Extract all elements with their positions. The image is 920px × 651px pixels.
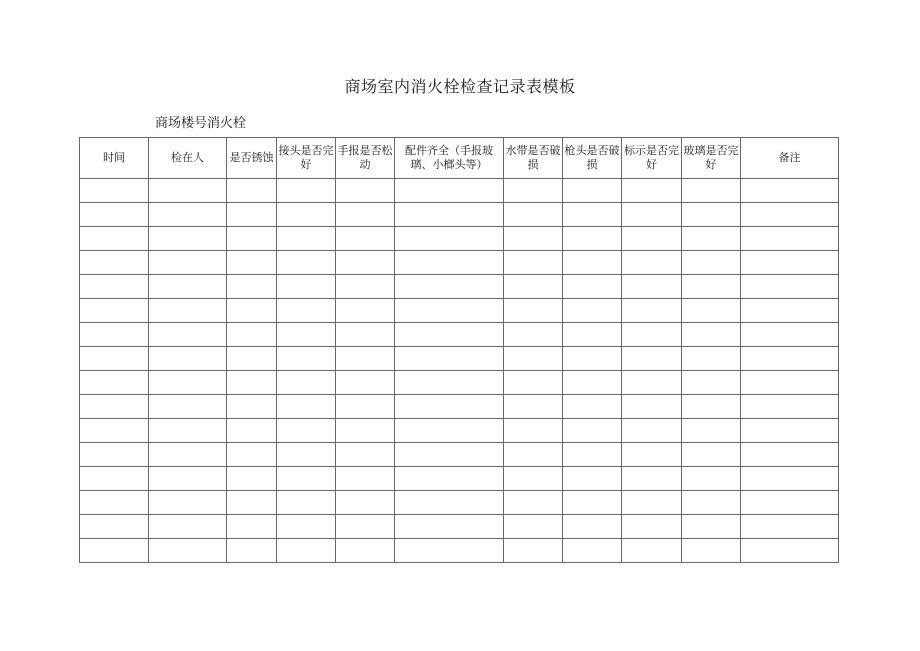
table-cell[interactable] (563, 491, 622, 515)
table-cell[interactable] (504, 515, 563, 539)
table-cell[interactable] (622, 443, 682, 467)
table-cell[interactable] (80, 179, 149, 203)
table-cell[interactable] (149, 275, 227, 299)
table-cell[interactable] (622, 275, 682, 299)
table-cell[interactable] (622, 347, 682, 371)
table-cell[interactable] (227, 395, 277, 419)
table-cell[interactable] (227, 179, 277, 203)
header-accessories-complete: 配件齐全（手报玻璃、小榔头等） (395, 138, 504, 179)
table-cell[interactable] (741, 299, 839, 323)
table-cell[interactable] (227, 515, 277, 539)
table-cell[interactable] (336, 539, 395, 563)
table-cell[interactable] (336, 419, 395, 443)
table-cell[interactable] (395, 227, 504, 251)
table-cell[interactable] (622, 323, 682, 347)
table-cell[interactable] (563, 203, 622, 227)
table-cell[interactable] (277, 419, 336, 443)
table-cell[interactable] (277, 203, 336, 227)
header-connector-intact: 接头是否完好 (277, 138, 336, 179)
table-cell[interactable] (277, 323, 336, 347)
table-cell[interactable] (149, 251, 227, 275)
table-cell[interactable] (80, 467, 149, 491)
table-cell[interactable] (149, 371, 227, 395)
table-row (80, 419, 839, 443)
table-cell[interactable] (563, 179, 622, 203)
table-cell[interactable] (682, 323, 741, 347)
table-cell[interactable] (277, 395, 336, 419)
table-row (80, 395, 839, 419)
table-cell[interactable] (80, 491, 149, 515)
table-cell[interactable] (563, 347, 622, 371)
table-cell[interactable] (336, 203, 395, 227)
table-cell[interactable] (504, 491, 563, 515)
table-cell[interactable] (80, 539, 149, 563)
table-cell[interactable] (227, 323, 277, 347)
table-cell[interactable] (149, 203, 227, 227)
header-row (80, 138, 839, 179)
table-cell[interactable] (741, 251, 839, 275)
table-cell[interactable] (149, 347, 227, 371)
table-cell[interactable] (277, 467, 336, 491)
table-cell[interactable] (563, 539, 622, 563)
table-cell[interactable] (277, 371, 336, 395)
table-cell[interactable] (336, 491, 395, 515)
table-cell[interactable] (504, 467, 563, 491)
table-cell[interactable] (741, 419, 839, 443)
table-cell[interactable] (682, 395, 741, 419)
table-cell[interactable] (336, 227, 395, 251)
table-cell[interactable] (682, 203, 741, 227)
table-cell[interactable] (741, 227, 839, 251)
table-cell[interactable] (563, 443, 622, 467)
table-row (80, 323, 839, 347)
table-cell[interactable] (80, 515, 149, 539)
table-row (80, 179, 839, 203)
table-cell[interactable] (682, 443, 741, 467)
table-cell[interactable] (395, 323, 504, 347)
table-cell[interactable] (277, 515, 336, 539)
table-cell[interactable] (563, 299, 622, 323)
table-row (80, 227, 839, 251)
table-cell[interactable] (741, 491, 839, 515)
table-cell[interactable] (227, 203, 277, 227)
table-cell[interactable] (395, 419, 504, 443)
table-cell[interactable] (622, 467, 682, 491)
table-cell[interactable] (336, 515, 395, 539)
table-cell[interactable] (682, 347, 741, 371)
table-cell[interactable] (395, 251, 504, 275)
table-cell[interactable] (336, 467, 395, 491)
table-cell[interactable] (336, 323, 395, 347)
table-cell[interactable] (277, 179, 336, 203)
table-cell[interactable] (504, 275, 563, 299)
table-cell[interactable] (227, 299, 277, 323)
table-cell[interactable] (682, 491, 741, 515)
table-cell[interactable] (336, 179, 395, 203)
table-cell[interactable] (563, 395, 622, 419)
table-row (80, 203, 839, 227)
header-hose-damaged: 水带是否破损 (504, 138, 563, 179)
table-cell[interactable] (227, 347, 277, 371)
table-cell[interactable] (336, 275, 395, 299)
table-cell[interactable] (277, 491, 336, 515)
table-cell[interactable] (149, 539, 227, 563)
table-cell[interactable] (277, 275, 336, 299)
table-cell[interactable] (741, 371, 839, 395)
table-cell[interactable] (80, 323, 149, 347)
document-title: 商场室内消火栓检查记录表模板 (344, 77, 576, 96)
table-row (80, 299, 839, 323)
table-cell[interactable] (227, 227, 277, 251)
table-cell[interactable] (80, 227, 149, 251)
table-cell[interactable] (336, 347, 395, 371)
table-cell[interactable] (395, 371, 504, 395)
record-body (80, 179, 839, 563)
table-cell[interactable] (80, 251, 149, 275)
table-cell[interactable] (395, 467, 504, 491)
table-cell[interactable] (504, 299, 563, 323)
table-cell[interactable] (395, 203, 504, 227)
table-cell[interactable] (149, 443, 227, 467)
table-cell[interactable] (395, 491, 504, 515)
table-cell[interactable] (682, 371, 741, 395)
table-cell[interactable] (622, 539, 682, 563)
table-cell[interactable] (80, 299, 149, 323)
table-cell[interactable] (504, 371, 563, 395)
table-cell[interactable] (395, 539, 504, 563)
table-cell[interactable] (277, 251, 336, 275)
table-cell[interactable] (80, 371, 149, 395)
table-cell[interactable] (682, 467, 741, 491)
table-cell[interactable] (149, 179, 227, 203)
table-cell[interactable] (227, 371, 277, 395)
table-row (80, 275, 839, 299)
table-cell[interactable] (563, 275, 622, 299)
table-cell[interactable] (504, 227, 563, 251)
table-cell[interactable] (80, 275, 149, 299)
table-cell[interactable] (622, 371, 682, 395)
table-cell[interactable] (504, 443, 563, 467)
table-cell[interactable] (682, 227, 741, 251)
table-cell[interactable] (227, 419, 277, 443)
table-cell[interactable] (395, 515, 504, 539)
table-cell[interactable] (395, 347, 504, 371)
table-row (80, 515, 839, 539)
table-cell[interactable] (741, 467, 839, 491)
table-row (80, 347, 839, 371)
header-alarm-loose: 手报是否松动 (336, 138, 395, 179)
table-cell[interactable] (149, 515, 227, 539)
table-cell[interactable] (395, 395, 504, 419)
inspection-record-table (79, 137, 839, 563)
table-cell[interactable] (227, 539, 277, 563)
table-cell[interactable] (277, 443, 336, 467)
table-cell[interactable] (622, 251, 682, 275)
table-cell[interactable] (80, 347, 149, 371)
table-cell[interactable] (149, 419, 227, 443)
table-cell[interactable] (504, 539, 563, 563)
table-cell[interactable] (336, 443, 395, 467)
table-cell[interactable] (227, 443, 277, 467)
table-cell[interactable] (682, 299, 741, 323)
table-cell[interactable] (504, 347, 563, 371)
table-cell[interactable] (149, 227, 227, 251)
table-cell[interactable] (741, 515, 839, 539)
table-cell[interactable] (80, 443, 149, 467)
table-cell[interactable] (504, 203, 563, 227)
header-nozzle-damaged: 枪头是否破损 (563, 138, 622, 179)
table-cell[interactable] (563, 419, 622, 443)
table-cell[interactable] (504, 179, 563, 203)
table-cell[interactable] (741, 347, 839, 371)
table-cell[interactable] (336, 299, 395, 323)
table-cell[interactable] (563, 251, 622, 275)
table-cell[interactable] (277, 299, 336, 323)
table-cell[interactable] (395, 443, 504, 467)
table-cell[interactable] (227, 275, 277, 299)
table-row (80, 371, 839, 395)
header-inspector: 检在人 (149, 138, 227, 179)
table-cell[interactable] (563, 227, 622, 251)
table-cell[interactable] (80, 203, 149, 227)
table-row (80, 491, 839, 515)
table-cell[interactable] (682, 419, 741, 443)
table-cell[interactable] (741, 203, 839, 227)
table-row (80, 467, 839, 491)
table-cell[interactable] (504, 395, 563, 419)
table-cell[interactable] (149, 395, 227, 419)
table-cell[interactable] (622, 491, 682, 515)
table-cell[interactable] (682, 539, 741, 563)
table-row (80, 539, 839, 563)
table-cell[interactable] (682, 251, 741, 275)
table-cell[interactable] (622, 395, 682, 419)
table-cell[interactable] (741, 275, 839, 299)
table-cell[interactable] (741, 323, 839, 347)
table-cell[interactable] (336, 371, 395, 395)
table-cell[interactable] (149, 299, 227, 323)
table-cell[interactable] (149, 467, 227, 491)
table-cell[interactable] (504, 419, 563, 443)
header-glass-intact: 玻璃是否完好 (682, 138, 741, 179)
table-cell[interactable] (741, 443, 839, 467)
table-cell[interactable] (80, 395, 149, 419)
table-cell[interactable] (504, 251, 563, 275)
table-cell[interactable] (682, 275, 741, 299)
table-cell[interactable] (277, 347, 336, 371)
table-cell[interactable] (622, 179, 682, 203)
header-time: 时间 (80, 138, 149, 179)
document-subtitle: 商场楼号消火栓 (155, 116, 247, 131)
table-cell[interactable] (504, 323, 563, 347)
table-cell[interactable] (563, 323, 622, 347)
table-cell[interactable] (336, 395, 395, 419)
table-cell[interactable] (395, 179, 504, 203)
table-cell[interactable] (741, 395, 839, 419)
header-remarks: 备注 (741, 138, 839, 179)
header-sign-intact: 标示是否完好 (622, 138, 682, 179)
table-cell[interactable] (80, 419, 149, 443)
table-cell[interactable] (149, 323, 227, 347)
table-cell[interactable] (741, 539, 839, 563)
table-cell[interactable] (563, 467, 622, 491)
table-cell[interactable] (622, 299, 682, 323)
table-cell[interactable] (395, 299, 504, 323)
table-cell[interactable] (622, 227, 682, 251)
table-cell[interactable] (395, 275, 504, 299)
table-cell[interactable] (563, 515, 622, 539)
header-rust: 是否锈蚀 (227, 138, 277, 179)
table-cell[interactable] (563, 371, 622, 395)
table-cell[interactable] (277, 227, 336, 251)
table-cell[interactable] (149, 491, 227, 515)
table-cell[interactable] (227, 251, 277, 275)
table-cell[interactable] (622, 203, 682, 227)
table-cell[interactable] (682, 179, 741, 203)
table-cell[interactable] (682, 515, 741, 539)
table-row (80, 443, 839, 467)
table-cell[interactable] (277, 539, 336, 563)
table-cell[interactable] (741, 179, 839, 203)
table-cell[interactable] (336, 251, 395, 275)
table-cell[interactable] (622, 515, 682, 539)
table-row (80, 251, 839, 275)
table-cell[interactable] (622, 419, 682, 443)
table-cell[interactable] (227, 467, 277, 491)
table-cell[interactable] (227, 491, 277, 515)
